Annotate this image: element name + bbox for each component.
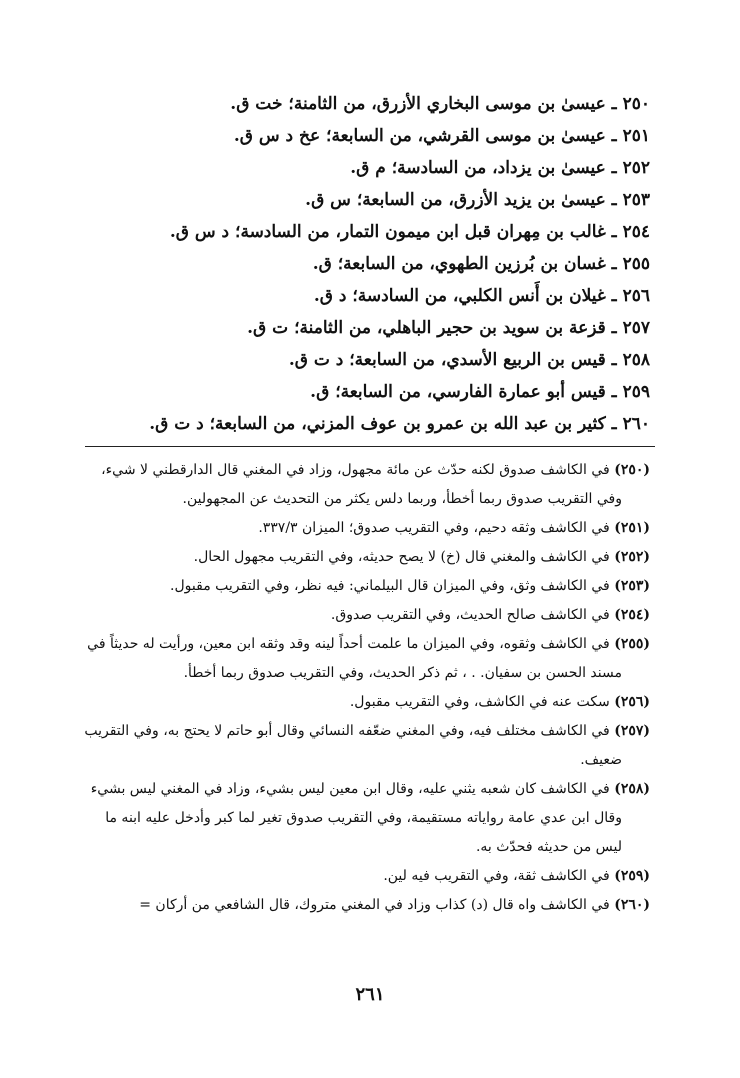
footnote-text: في الكاشف صالح الحديث، وفي التقريب صدوق. (330, 607, 610, 623)
footnote-number: (٢٥٨) (614, 781, 650, 797)
footnote (75, 543, 650, 572)
entry-number: ٢٥٨ ـ (605, 350, 650, 370)
footnote (75, 601, 650, 630)
entry-text: غالب بن مِهران قبل ابن ميمون التمار، من السادسة؛ د س ق. (169, 222, 606, 242)
entry-list (80, 88, 650, 440)
footnote-number: (٢٥٥) (614, 636, 650, 652)
footnote (75, 688, 650, 717)
entry-text: عيسىٰ بن يزيد الأزرق، من السابعة؛ س ق. (305, 190, 606, 210)
entry-number: ٢٥٥ ـ (605, 254, 650, 274)
footnote-text: في الكاشف وثقه دحيم، وفي التقريب صدوق؛ الميزان ٣٣٧/٣. (258, 520, 610, 536)
footnote-number: (٢٥٠) (614, 462, 650, 478)
footnote (75, 514, 650, 543)
footnote (75, 630, 650, 688)
footnote-number: (٢٥٦) (614, 694, 650, 710)
entry-line (80, 184, 650, 216)
entry-number: ٢٥٢ ـ (605, 158, 650, 178)
entry-line (80, 120, 650, 152)
entry-line (80, 216, 650, 248)
footnote-text: في الكاشف ثقة، وفي التقريب فيه لين. (383, 868, 610, 884)
footnote (75, 456, 650, 514)
entry-text: كثير بن عبد الله بن عمرو بن عوف المزني، من السابعة؛ د ت ق. (149, 414, 606, 434)
entry-line (80, 88, 650, 120)
entry-number: ٢٥١ ـ (605, 126, 650, 146)
footnote-number: (٢٥٢) (614, 549, 650, 565)
footnote-text: في الكاشف وثق، وفي الميزان قال البيلماني: فيه نظر، وفي التقريب مقبول. (170, 578, 610, 594)
footnote-text: في الكاشف وثقوه، وفي الميزان ما علمت أحداً لينه وقد وثقه ابن معين، ورأيت له حديثاً في مسند الحسن بن سفيان. . ، ثم ذكر الحديث، وفي التقريب صدوق ربما أخطأ. (87, 636, 622, 681)
footnote-text: في الكاشف صدوق لكنه حدّث عن مائة مجهول، وزاد في المغني قال الدارقطني لا شيء، وفي التقريب صدوق ربما أخطأ، وربما دلس يكثر من التحديث عن المجهولين. (101, 462, 622, 507)
footnote (75, 717, 650, 775)
entry-number: ٢٥٤ ـ (605, 222, 650, 242)
entry-line (80, 280, 650, 312)
entry-number: ٢٥٣ ـ (605, 190, 650, 210)
footnote (75, 572, 650, 601)
footnote (75, 775, 650, 862)
footnote-number: (٢٥٧) (614, 723, 650, 739)
footnote-number: (٢٥٣) (614, 578, 650, 594)
footnote-separator (85, 446, 655, 447)
entry-number: ٢٥٩ ـ (605, 382, 650, 402)
footnote-text: في الكاشف مختلف فيه، وفي المغني ضعّفه النسائي وقال أبو حاتم لا يحتج به، وفي التقريب ضعيف. (84, 723, 622, 768)
entry-text: عيسىٰ بن موسى البخاري الأزرق، من الثامنة؛ خت ق. (230, 94, 606, 114)
footnote-list (75, 456, 650, 920)
entry-line (80, 408, 650, 440)
entry-text: قيس بن الربيع الأسدي، من السابعة؛ د ت ق. (288, 350, 606, 370)
entry-text: قزعة بن سويد بن حجير الباهلي، من الثامنة؛ ت ق. (247, 318, 606, 338)
footnote-text: في الكاشف والمغني قال (خ) لا يصح حديثه، وفي التقريب مجهول الحال. (193, 549, 610, 565)
footnote (75, 862, 650, 891)
entry-text: غسان بن بُرزين الطهوي، من السابعة؛ ق. (312, 254, 606, 274)
entry-number: ٢٥٦ ـ (605, 286, 650, 306)
entry-line (80, 152, 650, 184)
footnote-number: (٢٦٠) (614, 897, 650, 913)
entry-line (80, 312, 650, 344)
footnote-text: سكت عنه في الكاشف، وفي التقريب مقبول. (349, 694, 610, 710)
entry-text: عيسىٰ بن يزداد، من السادسة؛ م ق. (350, 158, 606, 178)
entry-text: عيسىٰ بن موسى القرشي، من السابعة؛ عخ د س ق. (233, 126, 606, 146)
footnote-number: (٢٥٤) (614, 607, 650, 623)
entry-line (80, 344, 650, 376)
entry-line (80, 376, 650, 408)
footnote-text: في الكاشف كان شعبه يثني عليه، وقال ابن معين ليس بشيء، وزاد في المغني ليس بشيء وقال ابن عدي عامة رواياته مستقيمة، وفي التقريب صدوق تغير لما كبر وأدخل عليه ابنه ما ليس من حديثه فحدّث به. (90, 781, 622, 855)
entry-number: ٢٥٠ ـ (605, 94, 650, 114)
footnote-number: (٢٥١) (614, 520, 650, 536)
entry-text: قيس أبو عمارة الفارسي، من السابعة؛ ق. (310, 382, 606, 402)
entry-text: غيلان بن أَنس الكلبي، من السادسة؛ د ق. (313, 286, 606, 306)
footnote (75, 891, 650, 920)
entry-number: ٢٦٠ ـ (605, 414, 650, 434)
entry-line (80, 248, 650, 280)
entry-number: ٢٥٧ ـ (605, 318, 650, 338)
footnote-number: (٢٥٩) (614, 868, 650, 884)
page-number: ٢٦١ (355, 984, 385, 1005)
footnote-text: في الكاشف واه قال (د) كذاب وزاد في المغني متروك، قال الشافعي من أركان = (139, 897, 610, 913)
